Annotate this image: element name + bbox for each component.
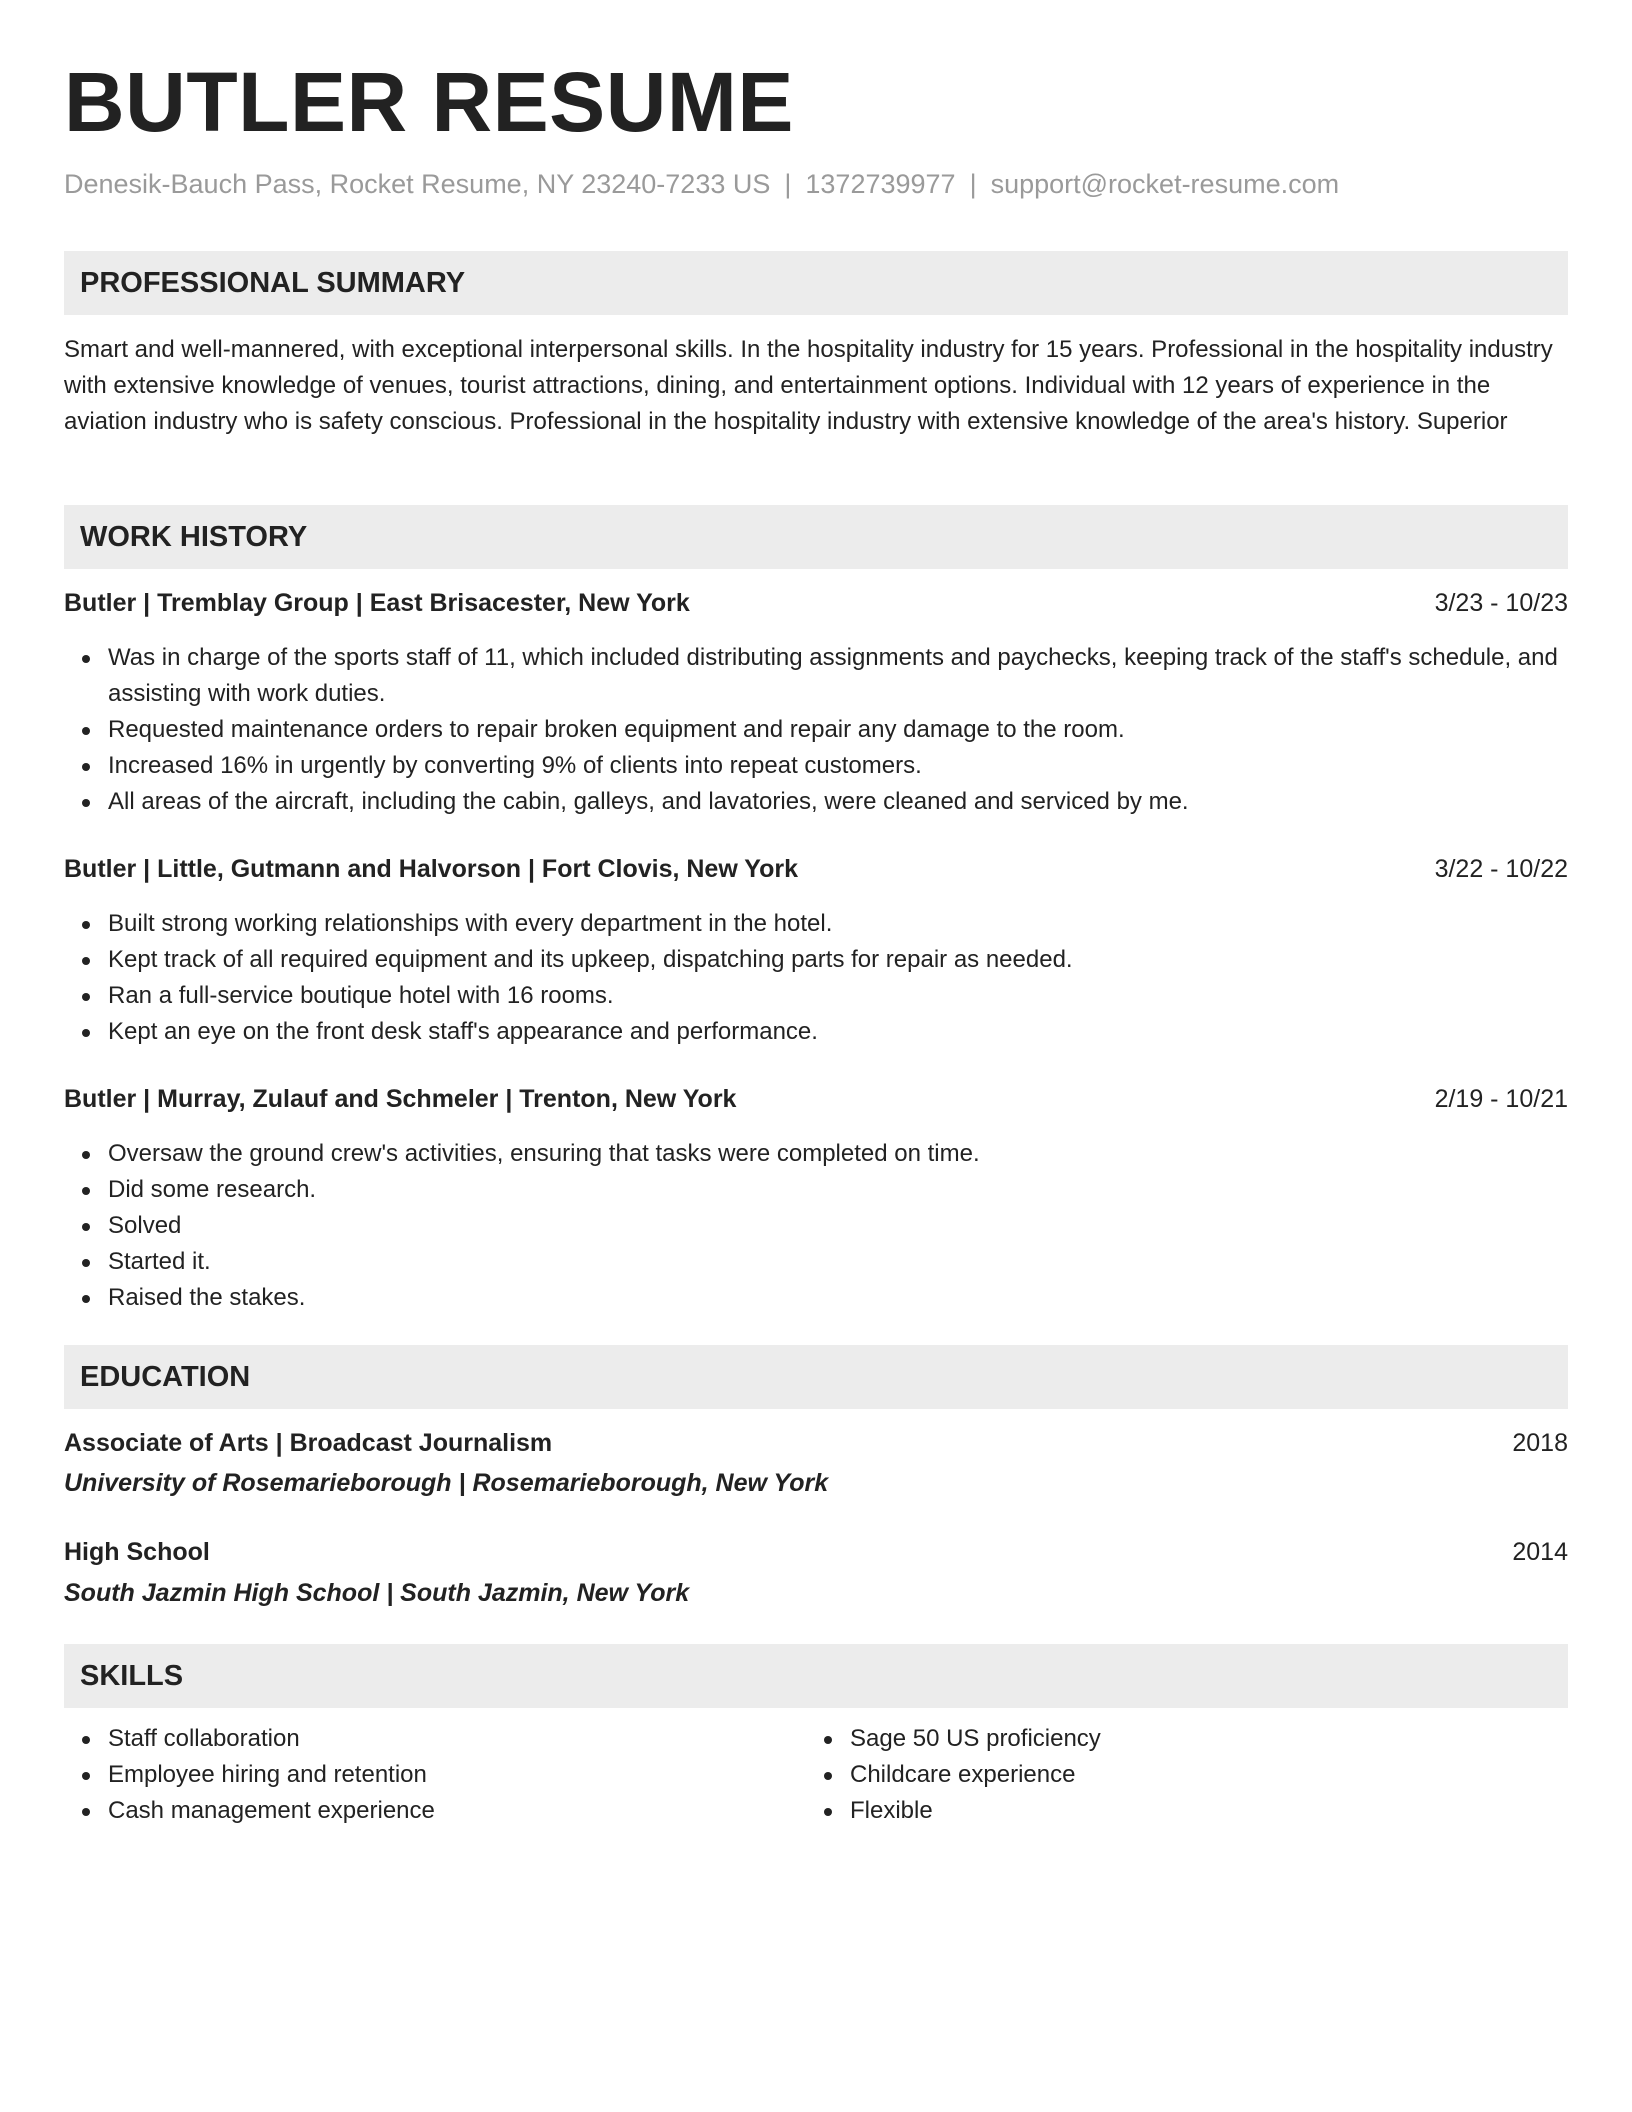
section-header-summary — [64, 251, 1568, 315]
list-item: Solved — [108, 1208, 1612, 1244]
job-dates: 3/22 - 10/22 — [1434, 855, 1568, 883]
education-school: South Jazmin High School | South Jazmin, New York — [64, 1579, 690, 1607]
contact-separator: | — [784, 169, 792, 199]
contact-line — [64, 164, 1339, 204]
section-header-skills — [64, 1644, 1568, 1708]
job-title: Butler | Tremblay Group | East Brisacester, New York — [64, 589, 690, 617]
skill-item: Sage 50 US proficiency — [850, 1721, 1550, 1757]
skill-item: Childcare experience — [850, 1757, 1550, 1793]
education-degree: Associate of Arts | Broadcast Journalism — [64, 1429, 553, 1457]
job-bullets — [64, 906, 1612, 1050]
section-title: SKILLS — [80, 1660, 184, 1692]
education-year: 2018 — [1512, 1429, 1568, 1457]
job-title: Butler | Little, Gutmann and Halvorson | Fort Clovis, New York — [64, 855, 798, 883]
section-title: EDUCATION — [80, 1361, 251, 1393]
list-item: Kept an eye on the front desk staff's appearance and performance. — [108, 1014, 1612, 1050]
section-header-education — [64, 1345, 1568, 1409]
list-item: Did some research. — [108, 1172, 1612, 1208]
education-degree: High School — [64, 1538, 210, 1566]
skills-list-right — [806, 1721, 1550, 1829]
contact-phone: 1372739977 — [805, 169, 956, 199]
list-item: Was in charge of the sports staff of 11, which included distributing assignments and paychecks, keeping track of the staff's schedule, and assisting with work duties. — [108, 640, 1612, 712]
skill-item: Flexible — [850, 1793, 1550, 1829]
list-item: Increased 16% in urgently by converting 9% of clients into repeat customers. — [108, 748, 1612, 784]
list-item: All areas of the aircraft, including the cabin, galleys, and lavatories, were cleaned and serviced by me. — [108, 784, 1612, 820]
job-bullets — [64, 640, 1612, 820]
section-title: WORK HISTORY — [80, 521, 308, 553]
skill-item: Employee hiring and retention — [108, 1757, 808, 1793]
contact-email: support@rocket-resume.com — [990, 169, 1340, 199]
job-dates: 2/19 - 10/21 — [1434, 1085, 1568, 1113]
education-year: 2014 — [1512, 1538, 1568, 1566]
summary-text: Smart and well-mannered, with exceptional interpersonal skills. In the hospitality industry for 15 years. Professional in the hospitality industry with extensive knowledge of venues, tourist attractions, dining, and entertainment options. Individual with 12 years of experience in the aviation industry who is safety conscious. Professional in the hospitality industry with extensive knowledge of the area's history. Superior — [64, 336, 1553, 435]
resume-name: BUTLER RESUME — [64, 55, 794, 149]
section-header-work-history — [64, 505, 1568, 569]
section-title: PROFESSIONAL SUMMARY — [80, 267, 466, 299]
education-school: University of Rosemarieborough | Rosemarieborough, New York — [64, 1469, 829, 1497]
list-item: Requested maintenance orders to repair broken equipment and repair any damage to the room. — [108, 712, 1612, 748]
list-item: Kept track of all required equipment and its upkeep, dispatching parts for repair as needed. — [108, 942, 1612, 978]
skills-list-left — [64, 1721, 808, 1829]
contact-address: Denesik-Bauch Pass, Rocket Resume, NY 23240-7233 US — [64, 169, 771, 199]
skill-item: Staff collaboration — [108, 1721, 808, 1757]
contact-separator: | — [969, 169, 977, 199]
skill-item: Cash management experience — [108, 1793, 808, 1829]
list-item: Started it. — [108, 1244, 1612, 1280]
list-item: Built strong working relationships with every department in the hotel. — [108, 906, 1612, 942]
job-dates: 3/23 - 10/23 — [1434, 589, 1568, 617]
job-bullets — [64, 1136, 1612, 1316]
list-item: Oversaw the ground crew's activities, ensuring that tasks were completed on time. — [108, 1136, 1612, 1172]
job-title: Butler | Murray, Zulauf and Schmeler | Trenton, New York — [64, 1085, 737, 1113]
list-item: Ran a full-service boutique hotel with 16 rooms. — [108, 978, 1612, 1014]
list-item: Raised the stakes. — [108, 1280, 1612, 1316]
